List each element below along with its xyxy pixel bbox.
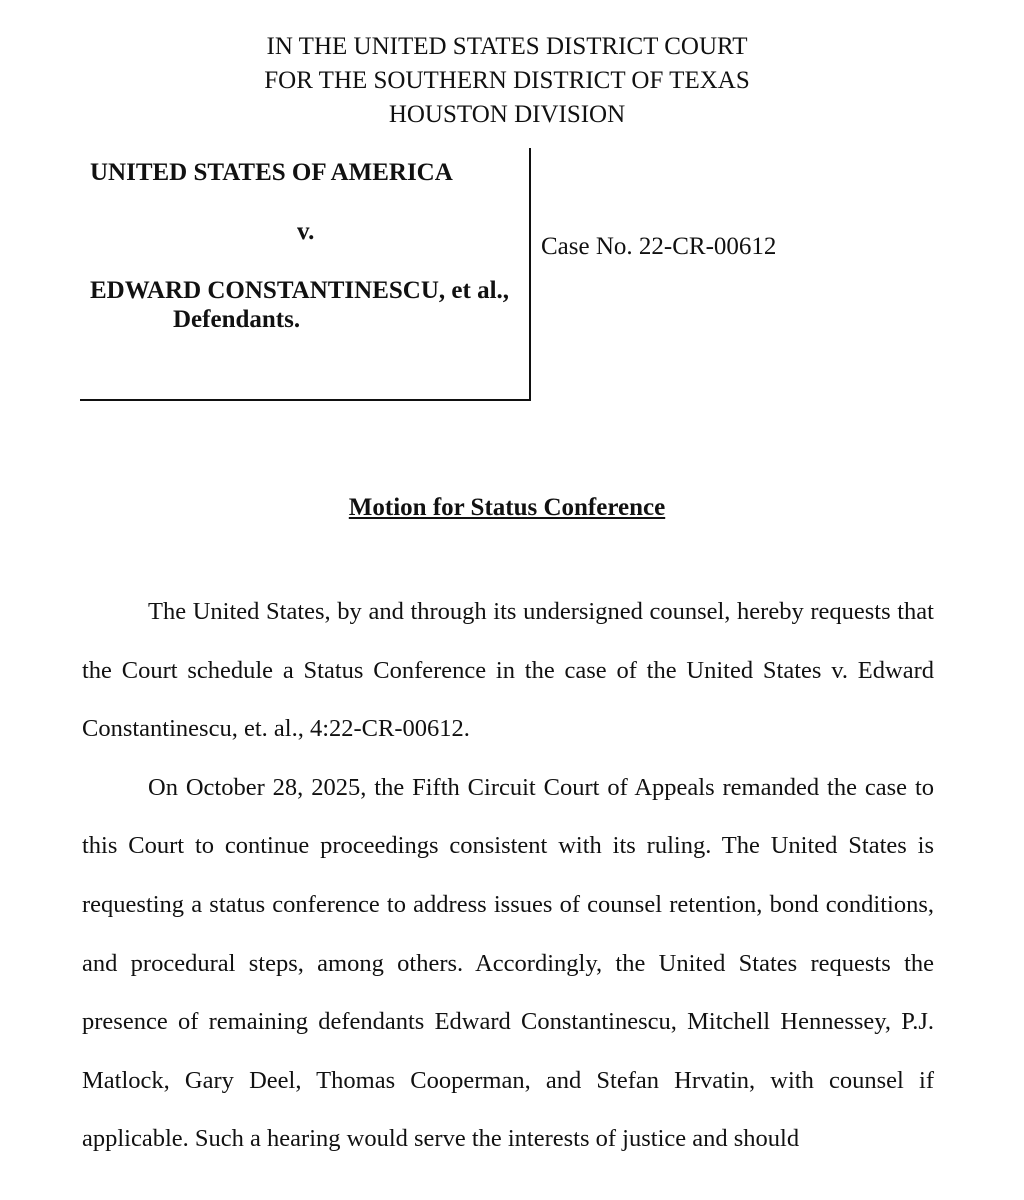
motion-title: Motion for Status Conference [348,494,666,521]
body-paragraph: The United States, by and through its undersigned counsel, hereby requests that the Court schedule a Status Conference in the case of the United States v. Edward Constantinescu, et. al., 4:22-CR-00612. [82,598,934,743]
motion-body [82,583,934,1169]
defendants-label: Defendants. [173,306,301,333]
case-number: Case No. 22-CR-00612 [541,233,777,260]
court-name-line: IN THE UNITED STATES DISTRICT COURT [266,33,748,60]
division-line: HOUSTON DIVISION [388,101,626,128]
court-header [0,30,1014,132]
district-line: FOR THE SOUTHERN DISTRICT OF TEXAS [264,67,750,94]
case-caption [80,148,531,401]
versus-label: v. [297,218,315,245]
body-paragraph: On October 28, 2025, the Fifth Circuit Court of Appeals remanded the case to this Court to continue proceedings consistent with its ruling. The United States is requesting a status conference to address issues of counsel retention, bond conditions, and procedural steps, among others. Accordingly, the United States requests the presence of remaining defendants Edward Constantinescu, Mitchell Hennessey, P.J. Matlock, Gary Deel, Thomas Cooperman, and Stefan Hrvatin, with counsel if applicable. Such a hearing would serve the interests of justice and should [82,773,934,1153]
plaintiff-name: UNITED STATES OF AMERICA [90,159,453,186]
defendant-name: EDWARD CONSTANTINESCU, et al., [90,277,510,304]
